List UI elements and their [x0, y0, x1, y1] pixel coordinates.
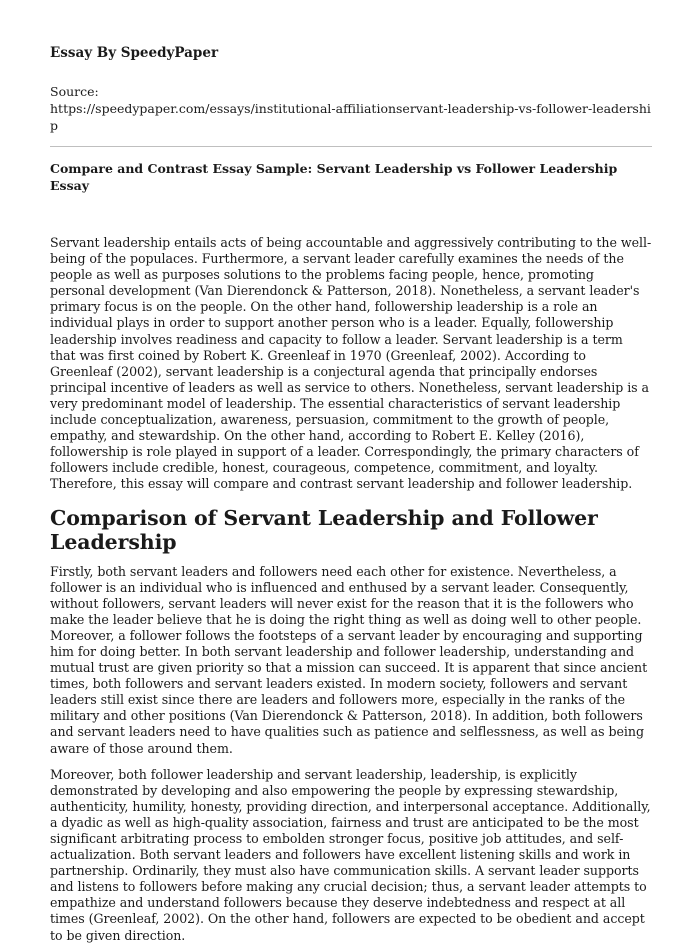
source-url: https://speedypaper.com/essays/institutional-affiliationservant-leadership-vs-follower-leadership	[50, 101, 651, 133]
header-divider	[50, 146, 652, 147]
intro-paragraph: Servant leadership entails acts of being accountable and aggressively contributing to the well-being of the populaces. Furthermore, a servant leader carefully examines the needs of the people as well as purposes solutions to the problems facing people, hence, promoting personal development (Van Dierendonck & Patterson, 2018). Nonetheless, a servant leader's primary focus is on the people. On the other hand, followership leadership is a role an individual plays in order to support another person who is a leader. Equally, followership leadership involves readiness and capacity to follow a leader. Servant leadership is a term that was first coined by Robert K. Greenleaf in 1970 (Greenleaf, 2002). According to Greenleaf (2002), servant leadership is a conjectural agenda that principally endorses principal incentive of leaders as well as service to others. Nonetheless, servant leadership is a very predominant model of leadership. The essential characteristics of servant leadership include conceptualization, awareness, persuasion, commitment to the growth of people, empathy, and stewardship. On the other hand, according to Robert E. Kelley (2016), followership is role played in support of a leader. Correspondingly, the primary characters of followers include credible, honest, courageous, competence, commitment, and loyalty. Therefore, this essay will compare and contrast servant leadership and follower leadership.	[50, 235, 652, 492]
section-heading: Comparison of Servant Leadership and Follower Leadership	[50, 505, 598, 554]
source-label: Source:	[50, 84, 99, 99]
body-paragraph-2: Moreover, both follower leadership and servant leadership, leadership, is explicitly demonstrated by developing and also empowering the people by expressing stewardship, authenticity, humility, honesty, providing direction, and interpersonal acceptance. Additionally, a dyadic as well as high-quality association, fairness and trust are anticipated to be the most significant arbitrating process to embolden stronger focus, positive job attitudes, and self-actualization. Both servant leaders and followers have excellent listening skills and work in partnership. Ordinarily, they must also have communication skills. A servant leader supports and listens to followers before making any crucial decision; thus, a servant leader attempts to empathize and understand followers because they deserve indebtedness and respect at all times (Greenleaf, 2002). On the other hand, followers are expected to be obedient and accept to be given direction.	[50, 766, 651, 943]
essay-title: Compare and Contrast Essay Sample: Servant Leadership vs Follower Leadership Essay	[50, 161, 618, 193]
brand-title: Essay By SpeedyPaper	[50, 45, 219, 61]
body-paragraph-1: Firstly, both servant leaders and followers need each other for existence. Nevertheless, a follower is an individual who is influenced and enthused by a servant leader. Consequently, without followers, servant leaders will never exist for the reason that it is the followers who make the leader believe that he is doing the right thing as well as doing well to other people. Moreover, a follower follows the footsteps of a servant leader by encouraging and supporting him for doing better. In both servant leadership and follower leadership, understanding and mutual trust are given priority so that a mission can succeed. It is apparent that since ancient times, both followers and servant leaders existed. In modern society, followers and servant leaders still exist since there are leaders and followers more, especially in the ranks of the military and other positions (Van Dierendonck & Patterson, 2018). In addition, both followers and servant leaders need to have qualities such as patience and selflessness, as well as being aware of those around them.	[50, 563, 648, 756]
